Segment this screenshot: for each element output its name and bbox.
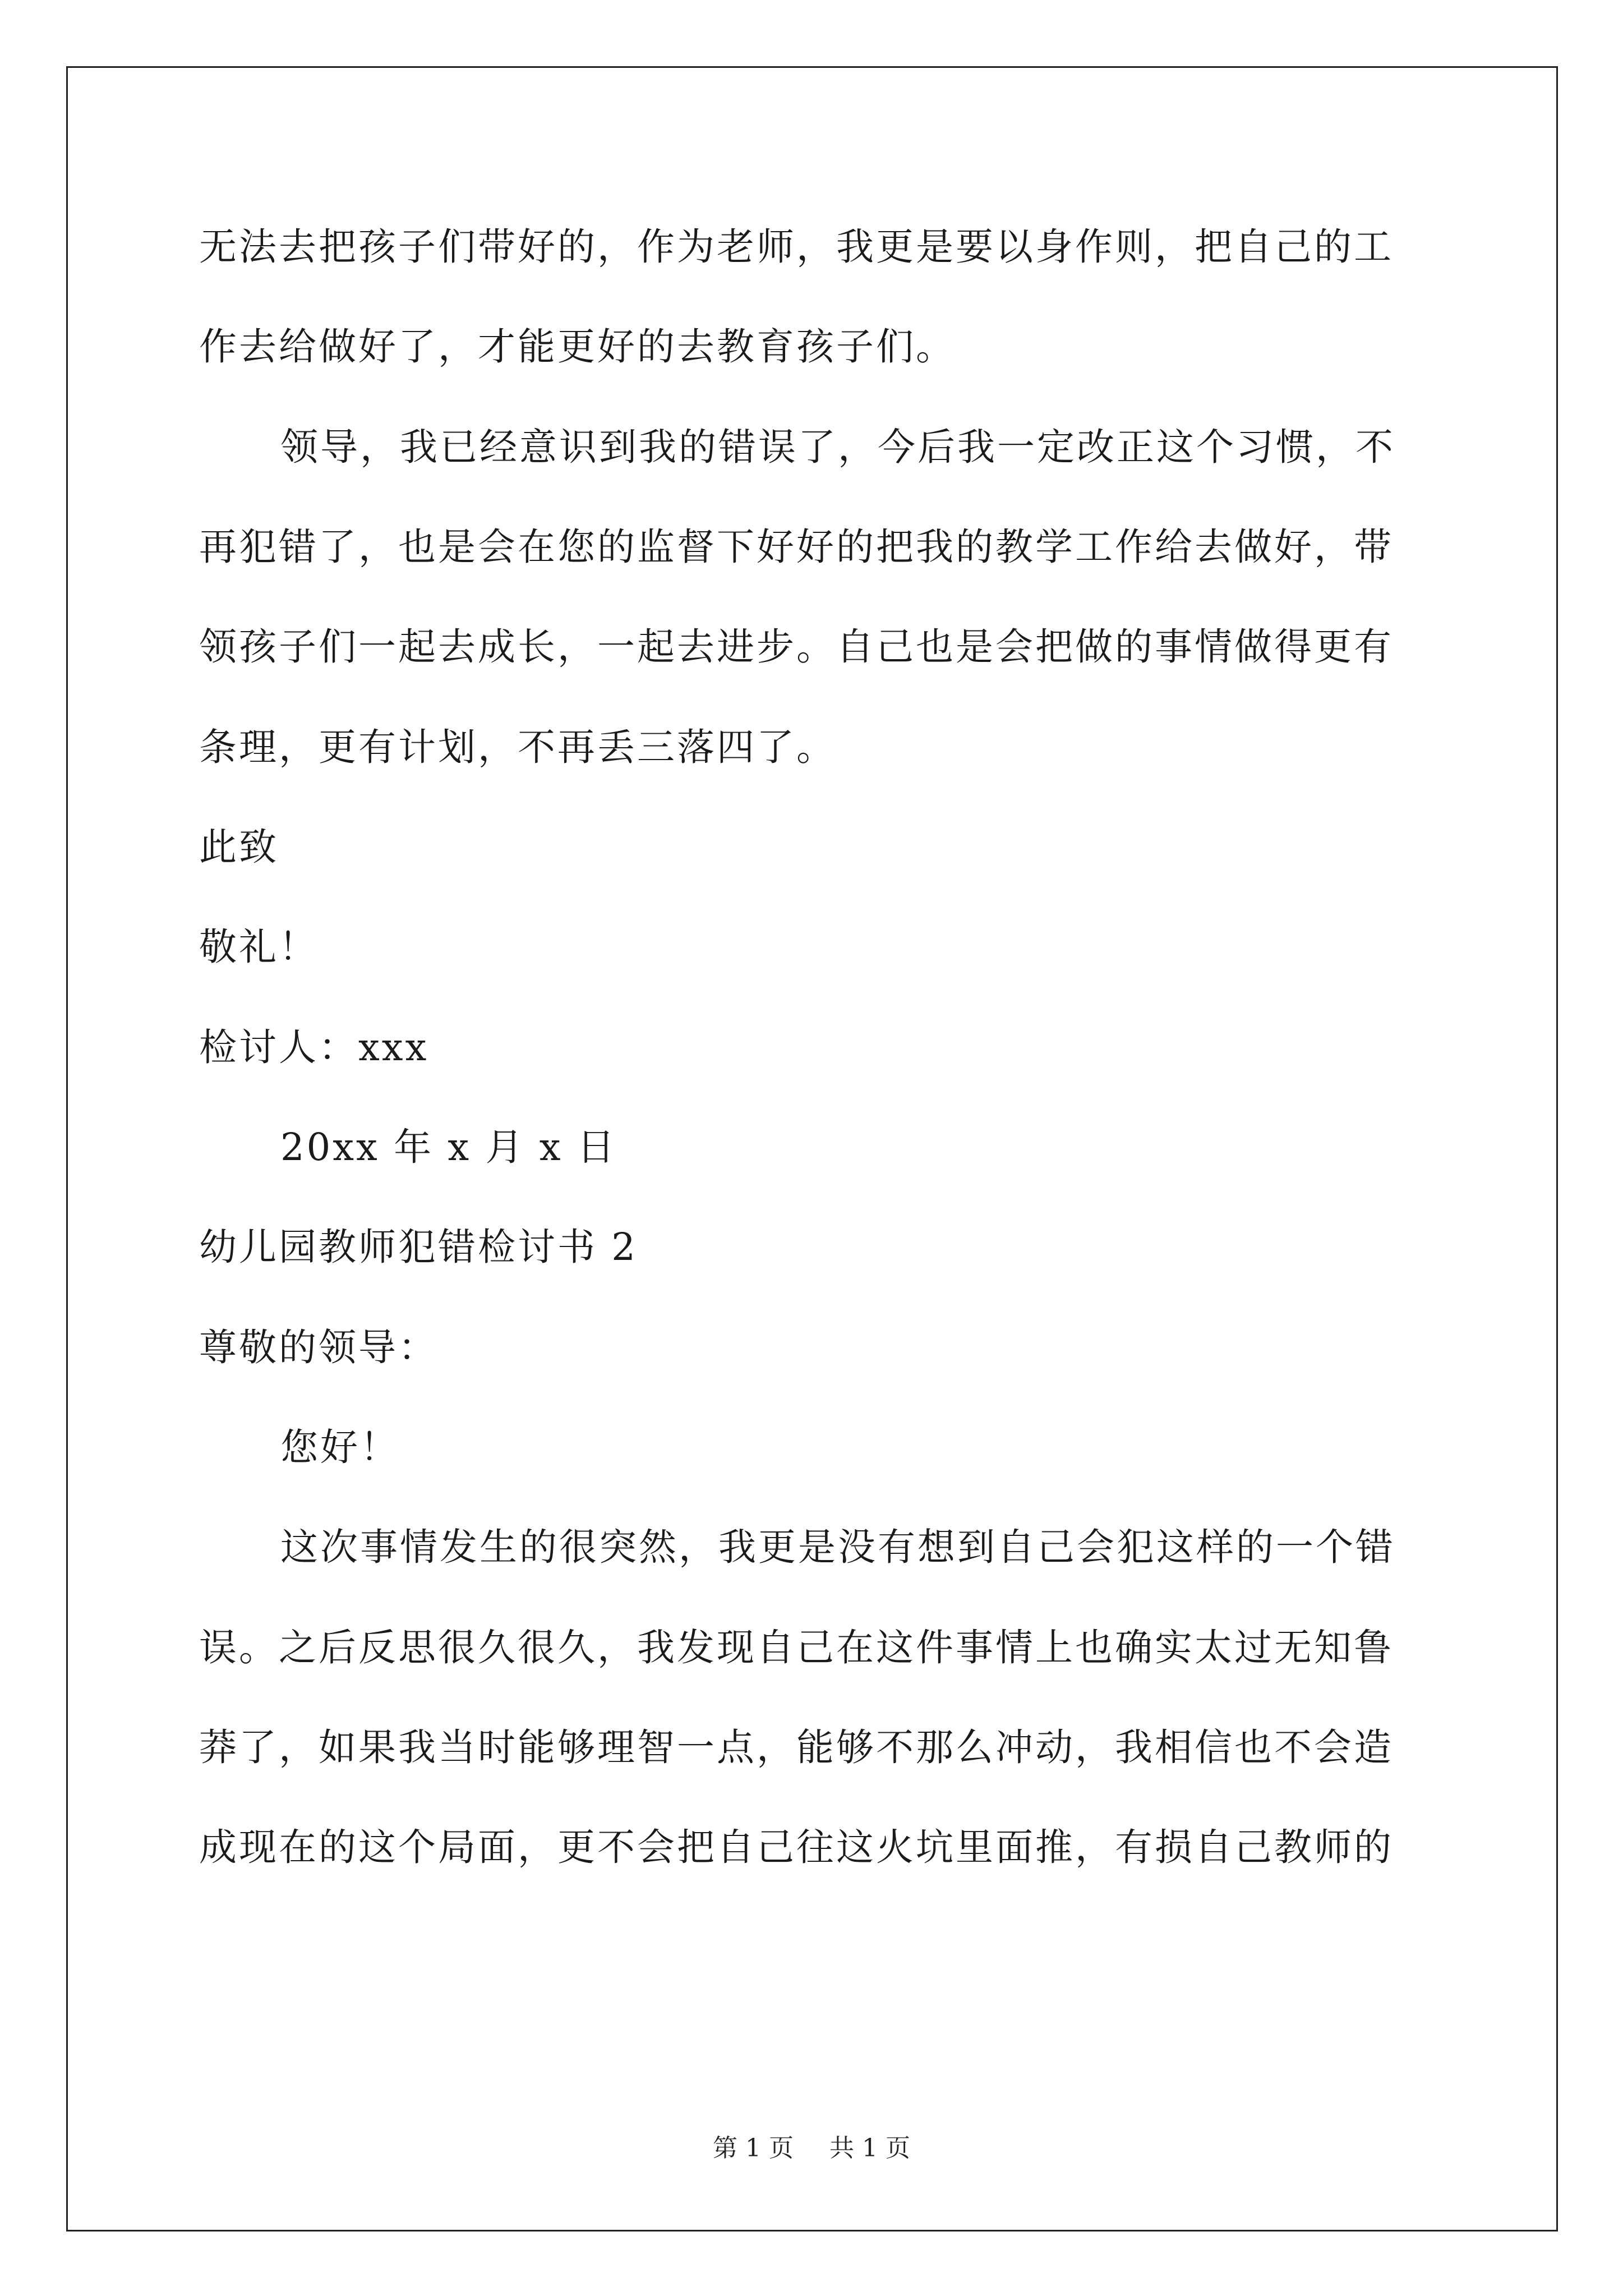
paragraph-line: 成现在的这个局面，更不会把自己往这火坑里面推，有损自己教师的 (199, 1825, 1394, 1869)
paragraph-line: 无法去把孩子们带好的，作为老师，我更是要以身作则，把自己的工 (199, 225, 1394, 269)
page-footer (0, 2132, 1623, 2165)
page-number-current: 第 1 页 (713, 2134, 794, 2162)
page-number-total: 共 1 页 (829, 2134, 910, 2162)
greeting-addressee: 尊敬的领导： (199, 1326, 438, 1369)
paragraph-line: 这次事情发生的很突然，我更是没有想到自己会犯这样的一个错 (280, 1525, 1395, 1569)
signature-line: 检讨人：xxx (199, 1025, 429, 1069)
closing-regards: 敬礼！ (199, 925, 319, 969)
paragraph-line: 领导，我已经意识到我的错误了，今后我一定改正这个习惯，不 (280, 425, 1395, 469)
paragraph-line: 作去给做好了，才能更好的去教育孩子们。 (199, 325, 956, 369)
paragraph-line: 再犯错了，也是会在您的监督下好好的把我的教学工作给去做好，带 (199, 525, 1394, 569)
paragraph-line: 误。之后反思很久很久，我发现自己在这件事情上也确实太过无知鲁 (199, 1626, 1394, 1669)
section-title: 幼儿园教师犯错检讨书 2 (199, 1225, 638, 1269)
paragraph-line: 条理，更有计划，不再丢三落四了。 (199, 725, 836, 769)
closing-salutation: 此致 (199, 825, 279, 869)
paragraph-line: 领孩子们一起去成长，一起去进步。自己也是会把做的事情做得更有 (199, 625, 1394, 669)
greeting-hello: 您好！ (280, 1425, 400, 1469)
date-line: 20xx 年 x 月 x 日 (280, 1125, 617, 1169)
paragraph-line: 莽了，如果我当时能够理智一点，能够不那么冲动，我相信也不会造 (199, 1726, 1394, 1769)
